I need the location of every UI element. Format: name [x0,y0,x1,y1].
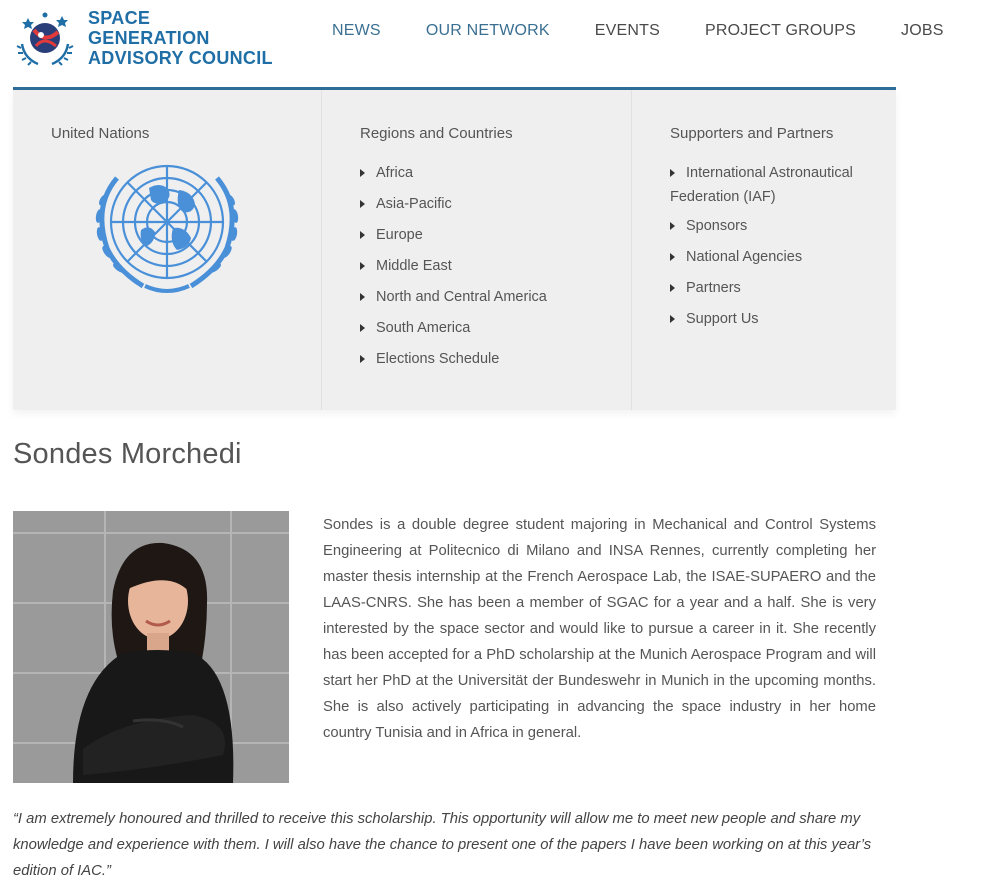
united-nations-column [13,90,322,410]
sgac-logo-icon [14,8,76,68]
supporter-iaf[interactable] [670,161,896,209]
supporter-partners[interactable]: Partners [670,278,896,298]
nav-our-network[interactable]: OUR NETWORK [425,22,550,39]
logo-line-2: ADVISORY COUNCIL [88,48,273,68]
profile-photo [13,511,289,783]
supporters-list [670,161,896,329]
supporters-column [632,90,896,410]
nav-jobs[interactable]: JOBS [901,22,944,39]
site-logo[interactable] [14,8,274,68]
region-africa[interactable]: Africa [360,163,631,183]
nav-events[interactable]: EVENTS [594,22,661,39]
elections-schedule[interactable]: Elections Schedule [360,349,631,369]
supporters-title[interactable]: Supporters and Partners [670,125,834,142]
region-asia-pacific[interactable]: Asia-Pacific [360,194,631,214]
supporter-national-agencies[interactable]: National Agencies [670,247,896,267]
supporter-iaf-line-2: Federation (IAF) [670,189,776,205]
nav-news[interactable]: NEWS [332,22,381,39]
quote-paragraph: “I am extremely honoured and thrilled to receive this scholarship. This opportunity will allow me to meet new people and share my knowledge and experience with them. I will also have the chance to present one of the papers I have been working on at this year’s edition of IAC.” [13,811,872,879]
region-north-central-america[interactable]: North and Central America [360,287,631,307]
region-europe[interactable]: Europe [360,225,631,245]
region-middle-east[interactable]: Middle East [360,256,631,276]
page-title: Sondes Morchedi [13,438,242,470]
supporter-iaf-line-1: International Astronautical [686,165,853,181]
un-emblem-icon[interactable] [87,160,247,300]
supporter-support-us[interactable]: Support Us [670,309,896,329]
nav-project-groups[interactable]: PROJECT GROUPS [705,22,856,39]
united-nations-title[interactable]: United Nations [51,125,150,142]
regions-title[interactable]: Regions and Countries [360,125,513,142]
logo-text [88,8,274,68]
region-south-america[interactable]: South America [360,318,631,338]
regions-list [360,163,631,369]
logo-line-1: SPACE GENERATION [88,8,210,48]
site-header [0,0,944,88]
our-network-dropdown [13,90,896,410]
supporter-sponsors[interactable]: Sponsors [670,216,896,236]
regions-column [322,90,632,410]
bio-paragraph: Sondes is a double degree student majoring in Mechanical and Control Systems Engineering at Politecnico di Milano and INSA Rennes, currently completing her master thesis internship at the French Aerospace Lab, the ISAE-SUPAERO and the LAAS-CNRS. She has been a member of SGAC for a year and a half. She is very interested by the space sector and would like to pursue a career in it. She recently has been accepted for a PhD scholarship at the Munich Aerospace Program and will start her PhD at the Universität der Bundeswehr in Munich in the upcoming months. She is also actively participating in advancing the space industry in her home country Tunisia and in Africa in general. [323,517,876,741]
main-nav [332,22,989,40]
